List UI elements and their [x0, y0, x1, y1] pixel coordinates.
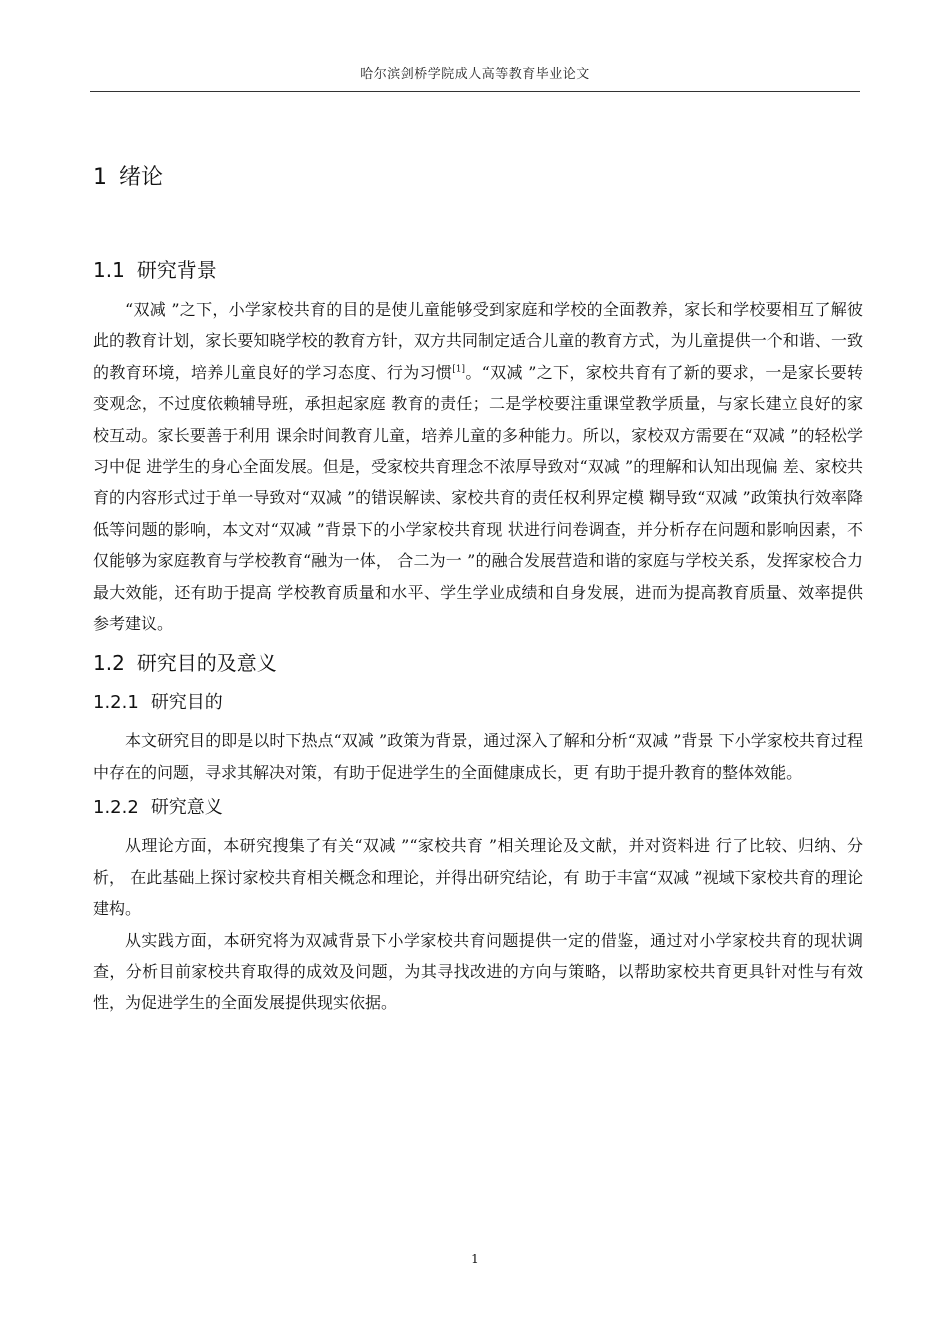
subsection-title: 研究目的: [150, 692, 223, 714]
section-heading-background: [93, 252, 863, 288]
background-paragraph: [93, 294, 863, 639]
meaning-paragraph-practice: 从实践方面，本研究将为双减背景下小学家校共育问题提供一定的借鉴，通过对小学家校共育的现状调查，分析目前家校共育取得的成效及问题，为其寻找改进的方向与策略，以帮助家校共育更具针对性与有效性，为促进学生的全面发展提供现实依据。: [93, 930, 863, 1013]
subsection-number: 1.2.2: [93, 797, 139, 819]
section-number: 1.1: [93, 258, 125, 282]
chapter-title: 绪论: [119, 165, 164, 190]
section-title: 研究背景: [136, 258, 217, 282]
section-heading-purpose-meaning: [93, 645, 863, 681]
document-body: [93, 158, 863, 1019]
subsection-heading-purpose: [93, 687, 863, 719]
subsection-number: 1.2.1: [93, 692, 139, 714]
chapter-number: 1: [93, 165, 107, 190]
header-divider: [90, 91, 860, 92]
page-header-title: 哈尔滨剑桥学院成人高等教育毕业论文: [360, 67, 590, 82]
meaning-paragraph-theory: 从理论方面，本研究搜集了有关“双减 ”“家校共育 ”相关理论及文献，并对资料进 行了比较、归纳、分析， 在此基础上探讨家校共育相关概念和理论，并得出研究结论，有 助于丰富“双减 ”视域下家校共育的理论建构。: [93, 836, 863, 919]
purpose-paragraph: 本文研究目的即是以时下热点“双减 ”政策为背景，通过深入了解和分析“双减 ”背景 下小学家校共育过程中存在的问题，寻求其解决对策，有助于促进学生的全面健康成长，更 有助于提升教育的整体效能。: [93, 731, 863, 782]
page-number: 1: [471, 1252, 479, 1266]
subsection-title: 研究意义: [150, 797, 223, 819]
chapter-heading: [93, 158, 863, 198]
section-number: 1.2: [93, 651, 125, 676]
section-title: 研究目的及意义: [136, 651, 277, 676]
subsection-heading-meaning: [93, 792, 863, 824]
paragraph-text: “双减 ”之下，小学家校共育的目的是使儿童能够受到家庭和学校的全面教养，家长和学校要相互了解彼此的教育计划，家长要知晓学校的教育方针，双方共同制定适合儿童的教育方式，为儿童提供一个和谐、一致的教育环境，培养儿童良好的学习态度、行为习惯: [93, 300, 863, 382]
citation-ref[interactable]: [1]: [452, 364, 465, 375]
paragraph-text: 。“双减 ”之下，家校共育有了新的要求，一是家长要转变观念，不过度依赖辅导班，承担起家庭 教育的责任；二是学校要注重课堂教学质量，与家长建立良好的家校互动。家长要善于利用 课余时间教育儿童，培养儿童的多种能力。所以，家校双方需要在“双减 ”的轻松学习中促 进学生的身心全面发展。但是，受家校共育理念不浓厚导致对“双减 ”的理解和认知出现偏 差、家校共育的内容形式过于单一导致对“双减 ”的错误解读、家校共育的责任权利界定模 糊导致“双减 ”政策执行效率降低等问题的影响，本文对“双减 ”背景下的小学家校共育现 状进行问卷调查，并分析存在问题和影响因素，不仅能够为家庭教育与学校教育“融为一体， 合二为一 ”的融合发展营造和谐的家庭与学校关系，发挥家校合力最大效能，还有助于提高 学校教育质量和水平、学生学业成绩和自身发展，进而为提高教育质量、效率提供参考建议。: [93, 362, 863, 634]
